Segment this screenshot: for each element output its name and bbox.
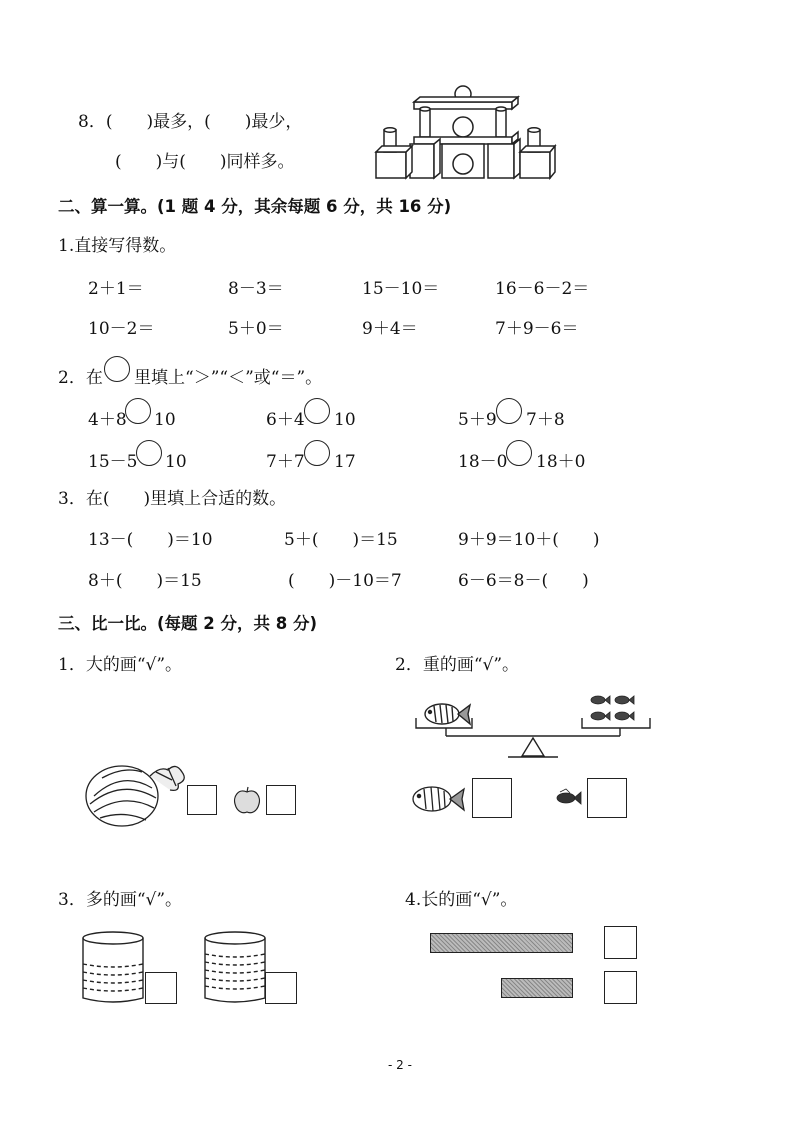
answer-box[interactable]: [265, 972, 297, 1004]
answer-box[interactable]: [145, 972, 177, 1004]
balance-scale-picture: [412, 686, 662, 766]
q1-expr: 9＋4＝: [362, 319, 418, 339]
q2-title-pre: 2．在: [58, 368, 103, 388]
q1-expr: 10－2＝: [88, 319, 155, 339]
q3-expr: 6－6＝8－( ): [458, 571, 589, 591]
q2-right: 10: [154, 410, 176, 430]
answer-box[interactable]: [187, 785, 217, 815]
q2-left: 18－0: [458, 452, 508, 472]
compare-circle[interactable]: [506, 440, 532, 466]
compare-circle-icon: [104, 356, 130, 382]
q3-expr: 13－( )＝10: [88, 530, 213, 550]
q2-left: 5＋9: [458, 410, 497, 430]
q2-right: 18＋0: [536, 452, 586, 472]
answer-box[interactable]: [266, 785, 296, 815]
q3-expr: 9＋9＝10＋( ): [458, 530, 600, 550]
big-fish-icon: [412, 784, 466, 814]
q2-left: 4＋8: [88, 410, 127, 430]
q3-title: 3．在( )里填上合适的数。: [58, 489, 287, 509]
blocks-picture: [370, 82, 555, 180]
q1-expr: 7＋9－6＝: [495, 319, 579, 339]
compare-circle[interactable]: [304, 440, 330, 466]
answer-box[interactable]: [604, 971, 637, 1004]
q2-left: 6＋4: [266, 410, 305, 430]
short-bar: [501, 978, 573, 998]
q3-expr: 5＋( )＝15: [284, 530, 398, 550]
q2-right: 17: [334, 452, 356, 472]
answer-box[interactable]: [604, 926, 637, 959]
q1-title: 1.直接写得数。: [58, 236, 177, 256]
answer-box[interactable]: [472, 778, 512, 818]
compare-circle[interactable]: [125, 398, 151, 424]
q8-line2: ( )与( )同样多。: [115, 152, 295, 172]
section2-heading: 二、算一算。(1 题 4 分，其余每题 6 分，共 16 分): [58, 197, 452, 216]
q3-expr: ( )－10＝7: [288, 571, 402, 591]
q1-expr: 5＋0＝: [228, 319, 284, 339]
compare-circle[interactable]: [136, 440, 162, 466]
q8-line1: 8．( )最多，( )最少，: [78, 112, 303, 132]
q1-expr: 2＋1＝: [88, 279, 144, 299]
q1-expr: 16－6－2＝: [495, 279, 590, 299]
q2-title-post: 里填上“＞”“＜”或“＝”。: [134, 368, 323, 388]
q2-right: 10: [165, 452, 187, 472]
long-bar: [430, 933, 573, 953]
water-cup-icon: [80, 930, 146, 1006]
compare-q4-title: 4.长的画“√”。: [405, 890, 518, 910]
page-number: - 2 -: [388, 1058, 412, 1072]
water-cup-icon: [202, 930, 268, 1006]
compare-circle[interactable]: [304, 398, 330, 424]
compare-circle[interactable]: [496, 398, 522, 424]
small-fish-icon: [552, 788, 582, 808]
compare-q3-title: 3．多的画“√”。: [58, 890, 183, 910]
q2-right: 7＋8: [526, 410, 565, 430]
watermelon-icon: [84, 758, 188, 830]
q2-right: 10: [334, 410, 356, 430]
answer-box[interactable]: [587, 778, 627, 818]
apple-icon: [232, 785, 262, 815]
q2-left: 7＋7: [266, 452, 305, 472]
q1-expr: 15－10＝: [362, 279, 440, 299]
q3-expr: 8＋( )＝15: [88, 571, 202, 591]
compare-q1-title: 1．大的画“√”。: [58, 655, 183, 675]
compare-q2-title: 2．重的画“√”。: [395, 655, 520, 675]
q1-expr: 8－3＝: [228, 279, 284, 299]
q2-left: 15－5: [88, 452, 138, 472]
section3-heading: 三、比一比。(每题 2 分，共 8 分): [58, 614, 318, 633]
